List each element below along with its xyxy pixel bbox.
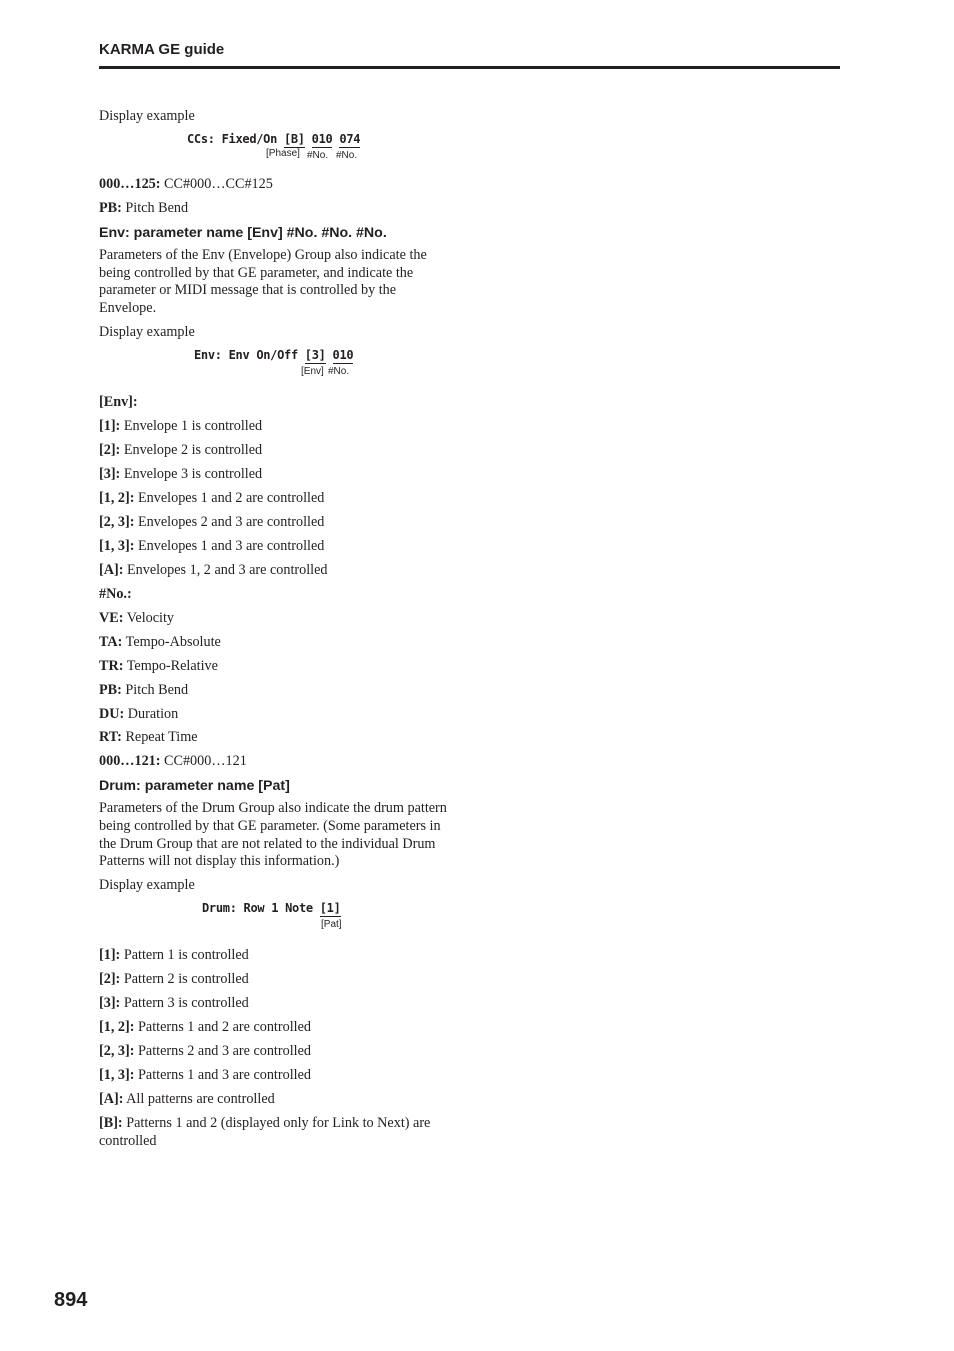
section-heading: Env: parameter name [Env] #No. #No. #No. bbox=[99, 224, 387, 241]
list-label: #No.: bbox=[99, 585, 132, 602]
header-rule bbox=[99, 66, 840, 69]
definition-item: RT: Repeat Time bbox=[99, 729, 198, 746]
lcd-token: 010 bbox=[332, 347, 354, 362]
definition-item: [2, 3]: Patterns 2 and 3 are controlled bbox=[99, 1043, 311, 1060]
definition-item: DU: Duration bbox=[99, 705, 179, 722]
definition-item: [1, 3]: Patterns 1 and 3 are controlled bbox=[99, 1067, 311, 1084]
lcd-caption: #No. bbox=[328, 365, 350, 377]
lcd-display-example bbox=[99, 901, 449, 943]
lcd-token: 010 bbox=[311, 131, 333, 146]
definition-item: PB: Pitch Bend bbox=[99, 199, 189, 216]
definition-item: [2]: Envelope 2 is controlled bbox=[99, 441, 263, 458]
definition-item: VE: Velocity bbox=[99, 609, 175, 626]
lcd-token: [1] bbox=[319, 901, 341, 916]
definition-item: [A]: All patterns are controlled bbox=[99, 1091, 275, 1108]
definition-item: [B]: Patterns 1 and 2 (displayed only for Link to Next) are controlled bbox=[99, 1115, 431, 1149]
lcd-caption: #No. bbox=[336, 149, 358, 161]
definition-item: [1, 2]: Envelopes 1 and 2 are controlled bbox=[99, 489, 325, 506]
lcd-text bbox=[202, 901, 341, 915]
body-paragraph: Parameters of the Drum Group also indicate the drum pattern being controlled by that GE parameter. (Some parameters in the Drum Group that are not related to the individual Drum Patterns will not display this information.) bbox=[99, 800, 447, 870]
lcd-text bbox=[194, 348, 353, 362]
definition-item: [1]: Pattern 1 is controlled bbox=[99, 947, 249, 964]
definition-item: [3]: Pattern 3 is controlled bbox=[99, 995, 249, 1012]
display-example-label: Display example bbox=[99, 877, 195, 894]
definition-item: [A]: Envelopes 1, 2 and 3 are controlled bbox=[99, 561, 328, 578]
definition-item: TA: Tempo-Absolute bbox=[99, 633, 221, 650]
definition-item: TR: Tempo-Relative bbox=[99, 657, 218, 674]
definition-item: PB: Pitch Bend bbox=[99, 681, 189, 698]
lcd-prefix: Drum: Row 1 Note bbox=[202, 901, 320, 916]
page-number: 894 bbox=[54, 1289, 88, 1311]
display-example-label: Display example bbox=[99, 108, 195, 124]
definition-item: [2, 3]: Envelopes 2 and 3 are controlled bbox=[99, 513, 325, 530]
lcd-token: [B] bbox=[283, 131, 305, 146]
display-example-label: Display example bbox=[99, 323, 195, 340]
lcd-prefix: CCs: Fixed/On bbox=[187, 131, 284, 146]
lcd-display-example bbox=[99, 348, 449, 390]
lcd-prefix: Env: Env On/Off bbox=[194, 347, 305, 362]
definition-item: 000…125: CC#000…CC#125 bbox=[99, 175, 273, 192]
section-heading: Drum: parameter name [Pat] bbox=[99, 778, 290, 795]
definition-item: [2]: Pattern 2 is controlled bbox=[99, 971, 249, 988]
list-label: [Env]: bbox=[99, 393, 138, 410]
lcd-caption: #No. bbox=[307, 149, 329, 161]
lcd-caption: [Phase] bbox=[266, 147, 300, 159]
definition-item: [1]: Envelope 1 is controlled bbox=[99, 417, 263, 434]
lcd-text bbox=[187, 132, 360, 146]
lcd-caption: [Pat] bbox=[321, 919, 342, 931]
definition-item: [3]: Envelope 3 is controlled bbox=[99, 465, 263, 482]
definition-item: [1, 2]: Patterns 1 and 2 are controlled bbox=[99, 1019, 311, 1036]
definition-item: [1, 3]: Envelopes 1 and 3 are controlled bbox=[99, 537, 325, 554]
definition-item: 000…121: CC#000…121 bbox=[99, 753, 247, 770]
lcd-token: [3] bbox=[304, 347, 326, 362]
main-column bbox=[99, 108, 449, 1157]
lcd-token: 074 bbox=[339, 131, 361, 146]
body-paragraph: Parameters of the Env (Envelope) Group also indicate the being controlled by that GE parameter, and indicate the parameter or MIDI message that is controlled by the Envelope. bbox=[99, 246, 427, 316]
lcd-display-example bbox=[99, 132, 449, 172]
lcd-caption: [Env] bbox=[301, 365, 324, 377]
running-header: KARMA GE guide bbox=[99, 41, 225, 58]
